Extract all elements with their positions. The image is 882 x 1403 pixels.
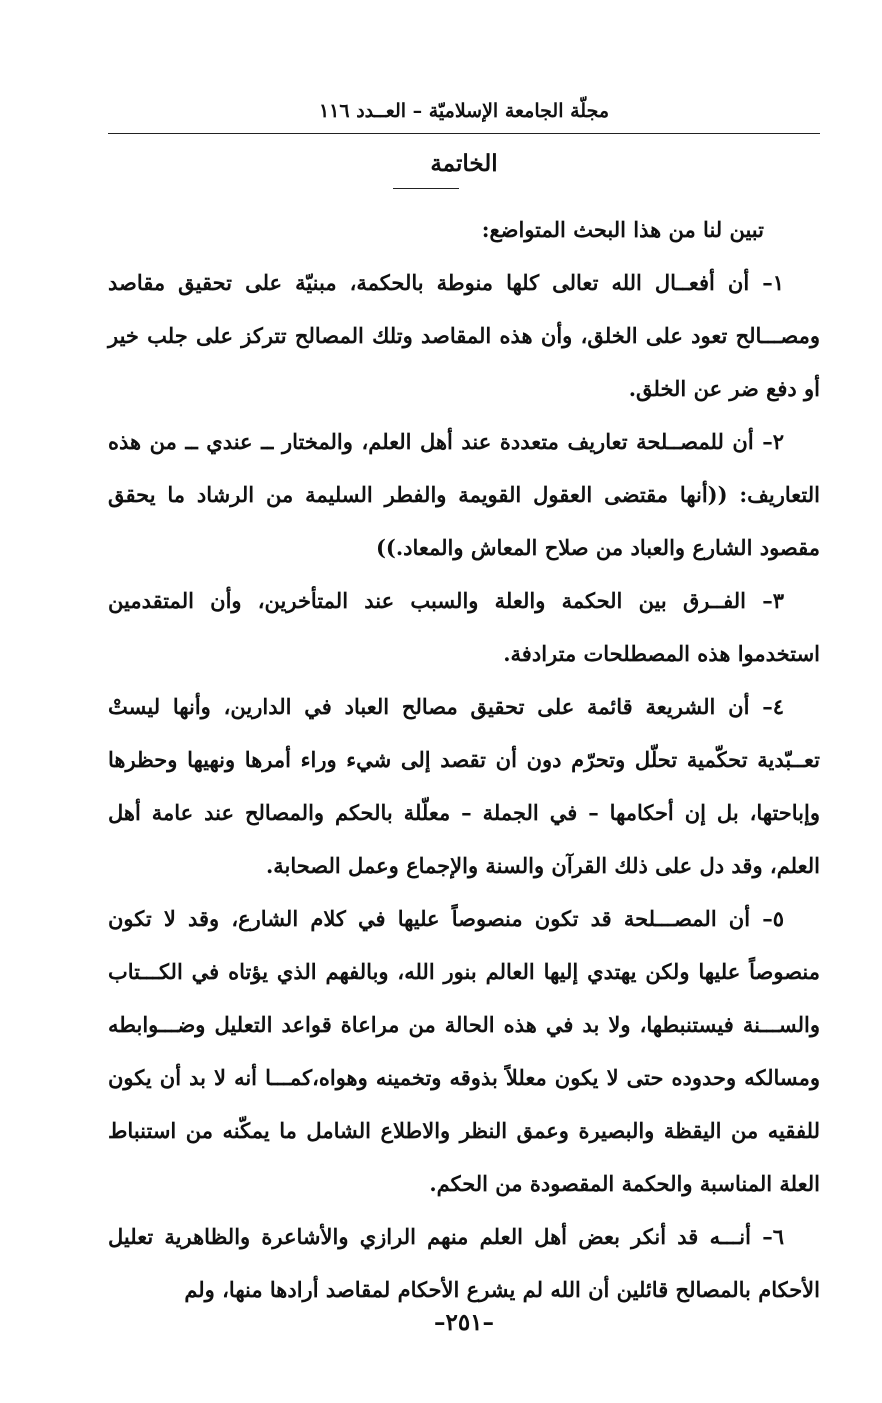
page-number: –٢٥١– bbox=[433, 1309, 495, 1336]
conclusion-item-6: ٦– أنـــه قد أنكر بعض أهل العلم منهم الرازي والأشاعرة والظاهرية تعليل الأحكام بالمصالح قائلين أن الله لم يشرع الأحكام لمقاصد أرادها منها، ولم bbox=[108, 1224, 820, 1302]
conclusion-item-2: ٢– أن للمصــلحة تعاريف متعددة عند أهل العلم، والمختار ــ عندي ــ من هذه التعاريف: ((أنها مقتضى العقول القويمة والفطر السليمة من الرشاد ما يحقق مقصود الشارع والعباد من صلاح المعاش والمعاد.)) bbox=[108, 429, 820, 560]
intro-paragraph: تبين لنا من هذا البحث المتواضع: bbox=[481, 217, 764, 242]
conclusion-item-3: ٣– الفــرق بين الحكمة والعلة والسبب عند المتأخرين، وأن المتقدمين استخدموا هذه المصطلحات مترادفة. bbox=[108, 588, 820, 666]
running-header: مجلّة الجامعة الإسلاميّة – العــدد ١١٦ bbox=[318, 100, 610, 122]
conclusion-item-4: ٤– أن الشريعة قائمة على تحقيق مصالح العباد في الدارين، وأنها ليستْ تعــبّدية تحكّمية تحلّل وتحرّم دون أن تقصد إلى شيء وراء أمرها ونهيها وحظرها وإباحتها، بل إن أحكامها – في الجملة – معلّلة بالحكم والمصالح عند عامة أهل العلم، وقد دل على ذلك القرآن والسنة والإجماع وعمل الصحابة. bbox=[108, 694, 820, 878]
title-underline bbox=[393, 188, 459, 189]
section-title: الخاتمة bbox=[430, 150, 498, 177]
header-divider bbox=[108, 133, 820, 134]
conclusion-item-5: ٥– أن المصـــلحة قد تكون منصوصاً عليها في كلام الشارع، وقد لا تكون منصوصاً عليها ولكن يهتدي إليها العالم بنور الله، وبالفهم الذي يؤتاه في الكـــتاب والســـنة فيستنبطها، ولا بد في هذه الحالة من مراعاة قواعد التعليل وضـــوابطه ومسالكه وحدوده حتى لا يكون معللاً بذوقه وتخمينه وهواه،كمـــا أنه لا بد أن يكون للفقيه من اليقظة والبصيرة وعمق النظر والاطلاع الشامل ما يمكّنه من استنباط العلة المناسبة والحكمة المقصودة من الحكم. bbox=[108, 906, 820, 1196]
conclusion-item-1: ١– أن أفعــال الله تعالى كلها منوطة بالحكمة، مبنيّة على تحقيق مقاصد ومصـــالح تعود على الخلق، وأن هذه المقاصد وتلك المصالح تتركز على جلب خير أو دفع ضر عن الخلق. bbox=[108, 270, 820, 401]
body-text bbox=[108, 203, 820, 1316]
